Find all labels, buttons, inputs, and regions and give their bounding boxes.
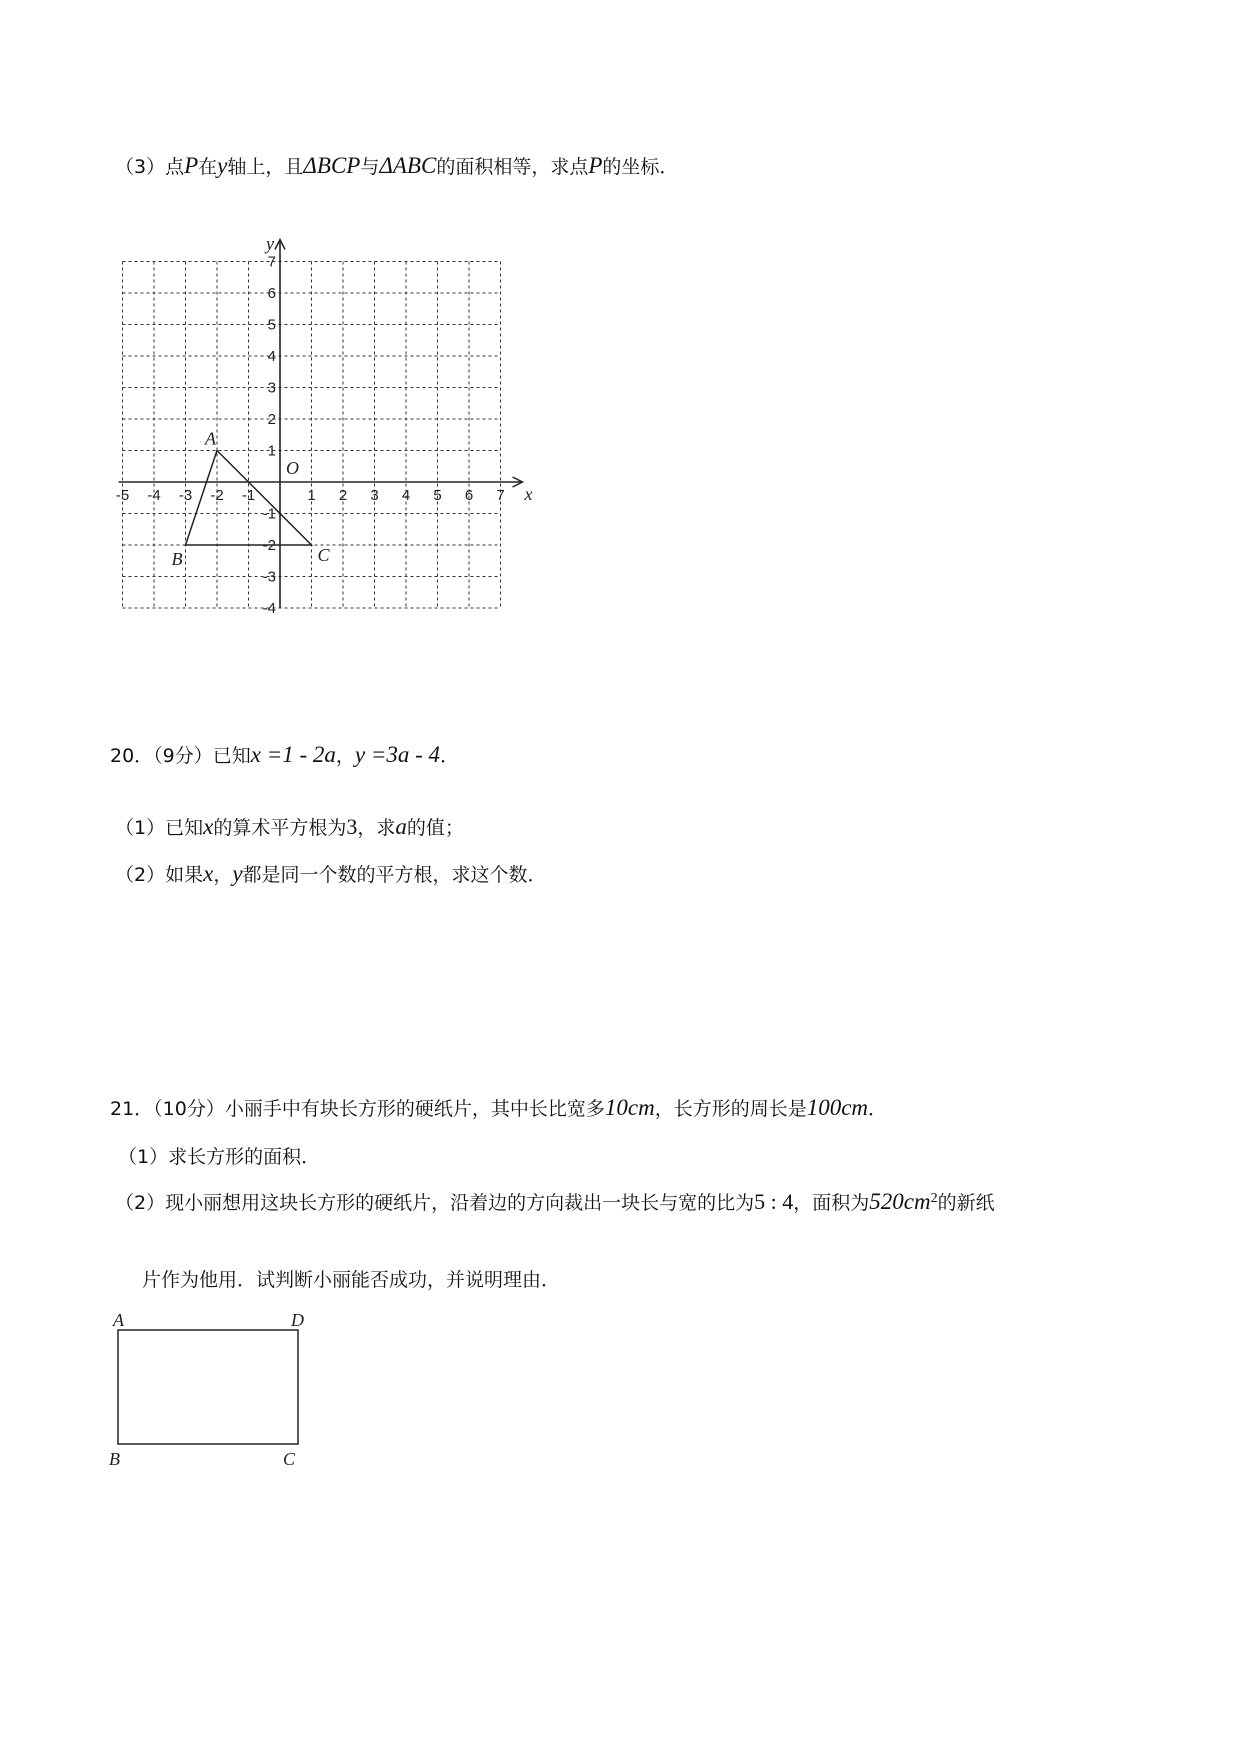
equation-y: y =3a - 4 xyxy=(354,742,441,767)
origin-label: O xyxy=(286,458,299,478)
point-label: B xyxy=(171,549,183,569)
y-tick-label: 6 xyxy=(267,285,276,302)
vertex-label-d: D xyxy=(291,1310,304,1330)
x-tick-label: -5 xyxy=(115,487,130,504)
text: 的值； xyxy=(406,817,464,839)
text: ， xyxy=(213,864,233,886)
area-value: 520cm xyxy=(869,1189,931,1214)
x-axis-label: x xyxy=(524,484,533,504)
vertex-label-c: C xyxy=(283,1449,296,1469)
x-tick-label: 5 xyxy=(433,487,442,504)
var-a: a xyxy=(395,814,407,839)
q21-part2 xyxy=(115,1188,995,1215)
q20-part2 xyxy=(115,860,547,887)
superscript: 2 xyxy=(930,1191,938,1206)
var-p: P xyxy=(588,153,603,178)
text: 的面积相等，求点 xyxy=(436,156,589,178)
text: （2）现小丽想用这块长方形的硬纸片，沿着边的方向裁出一块长与宽的比为 xyxy=(115,1192,755,1214)
var-p: P xyxy=(184,153,199,178)
y-axis-label: y xyxy=(266,233,274,254)
rectangle-figure xyxy=(105,1310,335,1480)
x-tick-label: 1 xyxy=(307,487,316,504)
value-100cm: 100cm xyxy=(806,1095,869,1120)
text: ． xyxy=(868,1098,888,1120)
text: 在 xyxy=(198,156,218,178)
text: 的坐标． xyxy=(602,156,679,178)
text: ，长方形的周长是 xyxy=(654,1098,807,1120)
rectangle-abcd xyxy=(118,1330,298,1444)
y-tick-label: 1 xyxy=(267,442,276,460)
x-tick-label: 3 xyxy=(370,487,379,504)
text: 的算术平方根为 xyxy=(213,817,347,839)
var-y: y xyxy=(232,861,243,886)
y-tick-label: -4 xyxy=(262,600,276,617)
text: ． xyxy=(440,745,460,767)
point-label: C xyxy=(317,545,330,565)
text: ， xyxy=(335,745,355,767)
y-tick-label: 4 xyxy=(267,348,276,365)
y-tick-label: 7 xyxy=(267,253,276,271)
text: 轴上，且 xyxy=(227,156,304,178)
x-tick-label: -2 xyxy=(210,487,224,504)
equation-x: x =1 - 2a xyxy=(250,742,336,767)
text: （1）求长方形的面积． xyxy=(118,1146,321,1168)
y-tick-label: -3 xyxy=(262,568,276,586)
q21-part1 xyxy=(118,1142,320,1169)
text: （3）点 xyxy=(115,156,185,178)
text: ，面积为 xyxy=(793,1192,870,1214)
q20-part1 xyxy=(115,813,464,840)
x-tick-label: 7 xyxy=(496,487,505,504)
y-tick-label: 5 xyxy=(267,316,276,334)
ratio: 5 : 4 xyxy=(754,1189,794,1214)
triangle-abc: ΔABC xyxy=(379,153,437,178)
q20-heading xyxy=(110,741,459,768)
text: 20．（9分）已知 xyxy=(110,745,251,767)
triangle-bcp: ΔBCP xyxy=(303,153,361,178)
text: ，求 xyxy=(357,817,396,839)
var-x: x xyxy=(203,814,214,839)
x-tick-label: -3 xyxy=(178,487,193,504)
y-tick-label: 3 xyxy=(267,379,276,397)
x-tick-label: -1 xyxy=(241,487,256,504)
var-y: y xyxy=(217,153,228,178)
text: 片作为他用．试判断小丽能否成功，并说明理由． xyxy=(142,1269,561,1291)
text: 与 xyxy=(360,156,380,178)
y-tick-label: 2 xyxy=(267,411,276,428)
y-tick-label: -2 xyxy=(262,537,276,554)
value-10cm: 10cm xyxy=(604,1095,655,1120)
text: （2）如果 xyxy=(115,864,204,886)
text: 21．（10分）小丽手中有块长方形的硬纸片，其中长比宽多 xyxy=(110,1098,605,1120)
text: （1）已知 xyxy=(115,817,204,839)
text: 的新纸 xyxy=(937,1192,995,1214)
q21-part2-continued xyxy=(142,1265,560,1292)
vertex-label-b: B xyxy=(109,1449,120,1469)
text: 都是同一个数的平方根，求这个数． xyxy=(242,864,547,886)
x-tick-label: -4 xyxy=(147,487,161,504)
point-label: A xyxy=(205,428,216,449)
y-tick-label: -1 xyxy=(262,505,276,523)
number: 3 xyxy=(346,814,358,839)
x-tick-label: 6 xyxy=(464,487,474,504)
vertex-label-a: A xyxy=(113,1310,124,1330)
x-tick-label: 2 xyxy=(338,487,348,504)
coordinate-grid-figure xyxy=(100,220,533,617)
q19-part3-text xyxy=(115,152,678,179)
var-x: x xyxy=(203,861,214,886)
q21-heading xyxy=(110,1094,887,1121)
x-tick-label: 4 xyxy=(401,487,411,504)
